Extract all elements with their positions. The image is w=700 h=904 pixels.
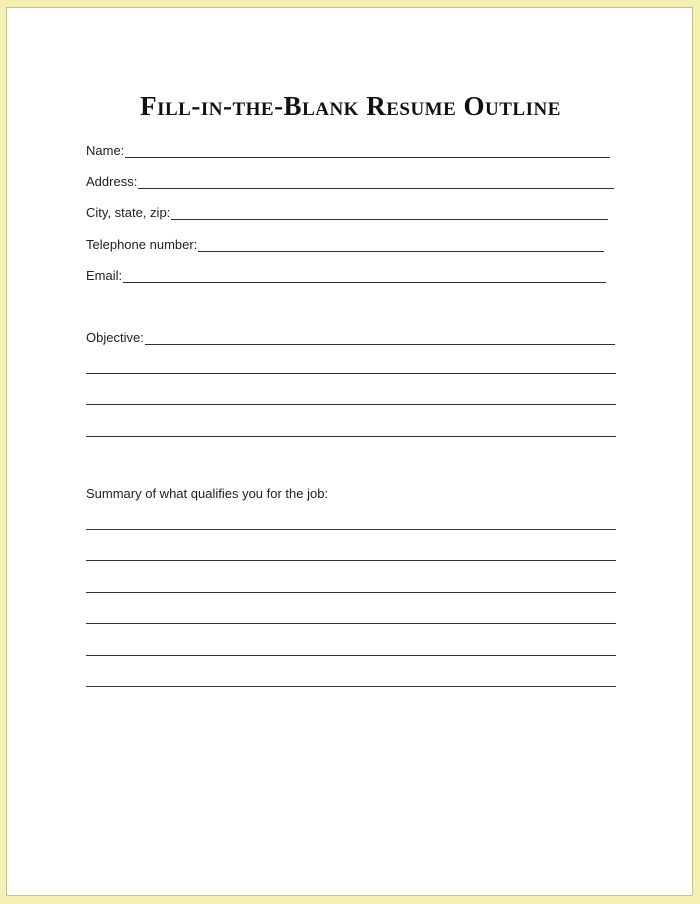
objective-blank-line[interactable] [86, 404, 616, 405]
page-title: Fill-in-the-Blank Resume Outline [140, 91, 561, 121]
objective-blank-line[interactable] [86, 436, 616, 437]
objective-field[interactable] [86, 327, 615, 345]
address-blank-line[interactable] [138, 175, 614, 189]
name-blank-line[interactable] [125, 144, 610, 158]
city-state-zip-blank-line[interactable] [171, 206, 608, 220]
city-state-zip-label: City, state, zip: [86, 205, 171, 220]
name-label: Name: [86, 143, 125, 158]
email-label: Email: [86, 268, 123, 283]
telephone-blank-line[interactable] [198, 238, 604, 252]
resume-outline-page [6, 7, 693, 896]
telephone-label: Telephone number: [86, 237, 198, 252]
address-label: Address: [86, 174, 138, 189]
name-field[interactable] [86, 140, 610, 158]
summary-blank-line[interactable] [86, 686, 616, 687]
address-field[interactable] [86, 171, 614, 189]
objective-blank-line[interactable] [86, 373, 616, 374]
email-blank-line[interactable] [123, 269, 606, 283]
summary-blank-line[interactable] [86, 655, 616, 656]
summary-label: Summary of what qualifies you for the job: [86, 486, 329, 501]
telephone-field[interactable] [86, 234, 604, 252]
email-field[interactable] [86, 265, 606, 283]
objective-label: Objective: [86, 330, 144, 345]
summary-blank-line[interactable] [86, 529, 616, 530]
summary-blank-line[interactable] [86, 560, 616, 561]
summary-blank-line[interactable] [86, 592, 616, 593]
objective-blank-line[interactable] [145, 331, 615, 345]
summary-blank-line[interactable] [86, 623, 616, 624]
city-state-zip-field[interactable] [86, 202, 608, 220]
